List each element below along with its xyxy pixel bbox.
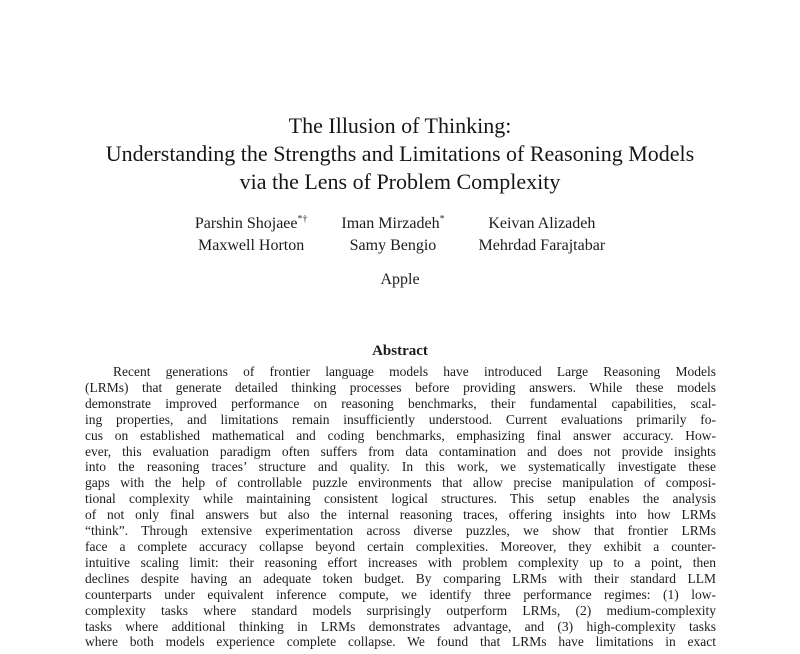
author-grid xyxy=(195,214,605,256)
author-name-text: Samy Bengio xyxy=(349,237,437,254)
abstract-body xyxy=(85,364,716,650)
abstract-line: ing properties, and limitations remain insufficiently understood. Current evaluations primarily fo- xyxy=(85,411,716,427)
abstract-line: (LRMs) that generate detailed thinking processes before providing answers. While these models xyxy=(85,379,716,395)
abstract-line: cus on established mathematical and coding benchmarks, emphasizing final answer accuracy. How- xyxy=(85,427,716,443)
abstract-line: face a complete accuracy collapse beyond certain complexities. Moreover, they exhibit a counter- xyxy=(85,538,716,554)
abstract-line: where both models experience complete collapse. We found that LRMs have limitations in exact xyxy=(85,634,716,650)
affiliation: Apple xyxy=(380,271,420,288)
abstract-line: tasks where additional thinking in LRMs demonstrates advantage, and (3) high-complexity tasks xyxy=(85,618,716,634)
author-affiliation-marker: *† xyxy=(297,213,308,225)
abstract-heading: Abstract xyxy=(372,343,428,359)
abstract-line: tional complexity while maintaining consistent logical structures. This setup enables the analysis xyxy=(85,491,716,507)
abstract-line: ever, this evaluation paradigm often suffers from data contamination and does not provide insights xyxy=(85,443,716,459)
author-name-text: Maxwell Horton xyxy=(198,237,305,254)
author-name-text: Iman Mirzadeh xyxy=(341,215,440,232)
author-name xyxy=(479,236,606,256)
author-name-text: Parshin Shojaee xyxy=(194,215,298,232)
abstract-line: “think”. Through extensive experimentation across diverse puzzles, we show that frontier LRMs xyxy=(85,523,716,539)
abstract-line: into the reasoning traces’ structure and quality. In this work, we systematically investigate these xyxy=(85,459,716,475)
author-name xyxy=(341,214,444,234)
author-affiliation-marker: * xyxy=(439,213,445,225)
abstract-line: counterparts under equivalent inference compute, we identify three performance regimes: (1) low- xyxy=(85,586,716,602)
paper-title-line-2: Understanding the Strengths and Limitations of Reasoning Models xyxy=(105,141,695,166)
author-block xyxy=(0,214,800,256)
paper-title xyxy=(0,112,800,196)
abstract-line: demonstrate improved performance on reasoning benchmarks, their fundamental capabilities, scal- xyxy=(85,395,716,411)
author-name-text: Keivan Alizadeh xyxy=(488,215,596,232)
abstract-line: complexity tasks where standard models surprisingly outperform LRMs, (2) medium-complexity xyxy=(85,602,716,618)
author-name xyxy=(195,214,308,234)
abstract-line: declines despite having an adequate token budget. By comparing LRMs with their standard LLM xyxy=(85,570,716,586)
author-name xyxy=(195,236,308,256)
abstract-line: gaps with the help of controllable puzzle environments that allow precise manipulation of composi- xyxy=(85,475,716,491)
abstract-line: Recent generations of frontier language models have introduced Large Reasoning Models xyxy=(113,364,716,379)
paper-title-line-1: The Illusion of Thinking: xyxy=(288,113,512,138)
paper-title-line-3: via the Lens of Problem Complexity xyxy=(239,169,561,194)
abstract-line: intuitive scaling limit: their reasoning effort increases with problem complexity up to a point, then xyxy=(85,554,716,570)
author-name xyxy=(479,214,606,234)
author-name-text: Mehrdad Farajtabar xyxy=(478,237,606,254)
author-name xyxy=(341,236,444,256)
abstract-line: of not only final answers but also the internal reasoning traces, offering insights into how LRMs xyxy=(85,507,716,523)
